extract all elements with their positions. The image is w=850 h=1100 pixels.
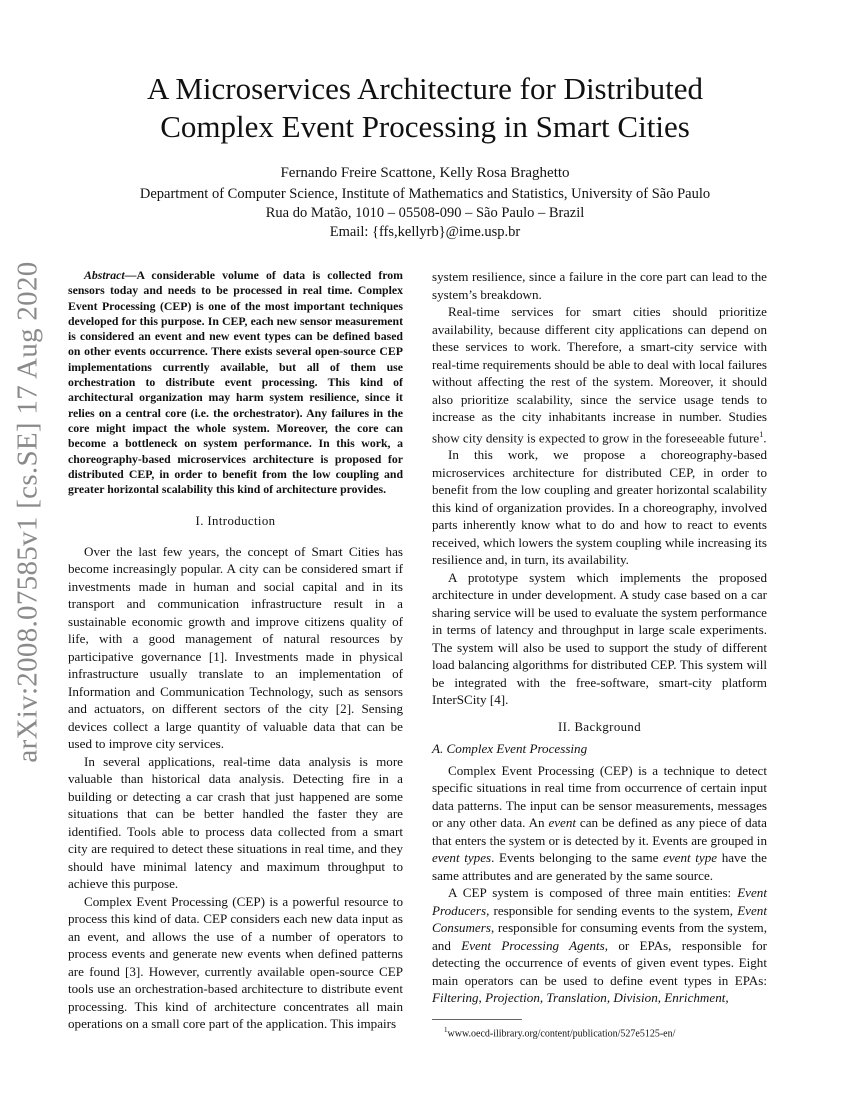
term-event-producers: Event Producers <box>432 885 767 918</box>
title-line-2: Complex Event Processing in Smart Cities <box>160 109 690 144</box>
footnote-separator <box>432 1019 522 1020</box>
bg-p2-part-a: A CEP system is composed of three main entities: <box>448 885 738 901</box>
footnote-mark: 1 <box>444 1025 448 1034</box>
section-heading-background: II. Background <box>557 719 642 734</box>
bg-p2-part-b: , responsible for sending events to the system, <box>486 902 738 918</box>
paper-title <box>60 70 790 146</box>
arxiv-identifier: arXiv:2008.07585v1 [cs.SE] 17 Aug 2020 <box>11 261 44 763</box>
term-event-processing-agents: Event Processing Agents <box>461 937 605 953</box>
term-event-types: event types <box>432 850 492 866</box>
subsection-heading-cep: A. Complex Event Processing <box>432 741 588 757</box>
intro-paragraph-5: In this work, we propose a choreography-based microservices architecture for distributed CEP, in order to benefit from the low coupling and greater horizontal scalability this kind of organization provides. In a choreography, involved parts inherently know what to do and how to react to events received, which lowers the system coupling while increasing its resilience and, in turn, its availability. <box>432 447 767 568</box>
term-event: event <box>548 815 577 831</box>
background-paragraph-2 <box>432 884 767 1007</box>
term-event-type: event type <box>663 850 718 866</box>
bg-p1-part-c: . Events belonging to the same <box>491 850 664 866</box>
bg-p1-part-a: Complex Event Processing (CEP) is a technique to detect specific situations in real time from occurrence of certain input data patterns. The input can be sensor measurements, messages or any other data. An <box>432 762 767 831</box>
email: Email: {ffs,kellyrb}@ime.usp.br <box>329 224 521 240</box>
right-column <box>432 268 767 1040</box>
bg-p2-part-c: , responsible for consuming events from the system, and <box>432 920 767 953</box>
intro-paragraph-2: In several applications, real-time data analysis is more valuable than historical data analysis. Detecting fire in a building or detecting a car crash that just happened are some situations that can be better handled the faster they are identified. Tools able to process data collected from a smart city are required to detect these situations in real time, and they should have minimal latency and maximum throughput to achieve this purpose. <box>68 753 403 892</box>
background-paragraph-1 <box>432 762 767 885</box>
footnote <box>432 1024 767 1040</box>
intro-paragraph-4 <box>432 303 767 446</box>
intro-paragraph-4-text: Real-time services for smart cities should prioritize availability, because different city applications can depend on these services to work. Therefore, a smart-city service with real-time requirements should be able to deal with local failures without affecting the rest of the system. Moreover, it should also prioritize scalability, since the service usage tends to increase as the city inhabitants increase in number. Studies show city density is expected to grow in the foreseeable future <box>432 304 767 445</box>
intro-continued: system resilience, since a failure in the core part can lead to the system’s breakdown. <box>432 269 767 302</box>
abstract-label: Abstract <box>84 268 125 282</box>
left-column <box>68 268 403 1033</box>
title-line-1: A Microservices Architecture for Distributed <box>146 71 704 106</box>
author-names: Fernando Freire Scattone, Kelly Rosa Braghetto <box>280 165 570 181</box>
bg-p1-part-d: have the same attributes and are generated by the same source. <box>432 850 767 883</box>
intro-paragraph-4-end: . <box>763 429 767 445</box>
abstract-text: —A considerable volume of data is collected from sensors today and needs to be processed in real time. Complex Event Processing (CEP) is one of the most important techniques developed for this purpose. In CEP, each new sensor measurement is considered an event and new event types can be defined based on other events occurrence. There exists several open-source CEP implementations currently available, but all of them use orchestration to distribute event processing. This kind of architectural organization may harm system resilience, since it relies on a central core (i.e. the orchestrator). Any failures in the core might impact the whole system. Moreover, the core can become a bottleneck on system performance. In this work, a choreography-based microservices architecture is proposed for distributed CEP, in order to benefit from the low coupling and greater horizontal scalability this kind of architecture provides. <box>68 268 403 497</box>
bg-p2-part-d: , or EPAs, responsible for detecting the occurrence of events of given event types. Eight main operators can be used to define event types in EPAs: <box>432 937 767 988</box>
term-event-consumers: Event Consumers <box>432 902 767 936</box>
affiliation: Department of Computer Science, Institute of Mathematics and Statistics, University of São Paulo <box>139 186 711 202</box>
section-heading-introduction: I. Introduction <box>195 514 276 529</box>
term-operators: Filtering, Projection, Translation, Division, Enrichment, <box>432 990 729 1006</box>
intro-paragraph-3: Complex Event Processing (CEP) is a powerful resource to process this kind of data. CEP considers each new data input as an event, and allows the use of a number of operators to process events and generate new events when defined patterns are found [3]. However, currently available open-source CEP tools use an orchestration-based architecture to distribute event processing. This kind of architecture concentrates all main operations on a small core part of the application. This impairs <box>68 893 403 1032</box>
abstract <box>68 268 403 497</box>
intro-paragraph-1: Over the last few years, the concept of Smart Cities has become increasingly popular. A city can be considered smart if investments made in human and social capital and in its transport and communication infrastructure result in a sustainable economic growth and improve citizens quality of life, with a good management of natural resources by participative governance [1]. Investments made in physical infrastructure usually translate to an implementation of Information and Communication Technology, such as sensors and actuators, on different sectors of the city [2]. Sensing devices collect a large quantity of valuable data that can be used to improve city services. <box>68 543 403 752</box>
author-block <box>60 164 790 242</box>
footnote-reference: 1 <box>759 429 764 439</box>
footnote-url: www.oecd-ilibrary.org/content/publication/527e5125-en/ <box>447 1028 676 1040</box>
address: Rua do Matão, 1010 – 05508-090 – São Paulo – Brazil <box>265 205 585 221</box>
arxiv-sidebar <box>8 262 48 762</box>
bg-p1-part-b: can be defined as any piece of data that enters the system or is detected by it. Events are grouped in <box>432 815 767 848</box>
intro-paragraph-6: A prototype system which implements the proposed architecture in under development. A study case based on a car sharing service will be used to evaluate the system performance in terms of latency and throughput in large scale experiments. The system will also be used to support the study of different load balancing algorithms for distributed CEP. This system will be integrated with the free-software, smart-city platform InterSCity [4]. <box>432 569 767 708</box>
